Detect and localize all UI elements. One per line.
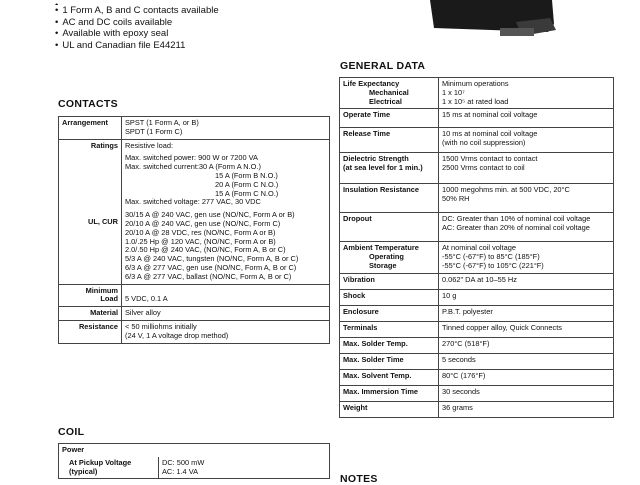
text-line: AC: 1.4 VA — [162, 466, 199, 476]
solvent-temp-label: Max. Solvent Temp. — [340, 369, 439, 385]
text-line: 1000 megohms min. at 500 VDC, 20°C — [442, 185, 570, 195]
table-row — [340, 321, 614, 337]
arrangement-value — [122, 117, 330, 140]
table-row — [59, 320, 330, 343]
vibration-label: Vibration — [340, 273, 439, 289]
table-row — [340, 273, 614, 289]
dielectric-label — [340, 153, 439, 184]
text-line: 30/15 A @ 240 VAC, gen use (NO/NC, Form A or B) — [125, 210, 295, 220]
table-row — [340, 369, 614, 385]
general-data-heading: GENERAL DATA — [340, 60, 426, 72]
text-line: Max. switched power: 900 W or 7200 VA — [125, 153, 258, 163]
pickup-label — [59, 457, 159, 479]
feature-item: • Available with epoxy seal — [55, 28, 219, 40]
dielectric-value — [439, 153, 614, 184]
vibration-value: 0.062" DA at 10–55 Hz — [439, 273, 614, 289]
ambient-temp-label — [340, 242, 439, 273]
text-line: Dielectric Strength — [343, 154, 409, 164]
text-line: Storage — [369, 260, 397, 270]
ambient-temp-value — [439, 242, 614, 273]
text-line: 1500 Vrms contact to contact — [442, 154, 538, 164]
text-line: 20/10 A @ 28 VDC, res (NO/NC, Form A or B) — [125, 227, 276, 237]
text-line: (24 V, 1 A voltage drop method) — [125, 330, 229, 340]
text-line: DC: Greater than 10% of nominal coil voltage — [442, 214, 591, 224]
table-row — [340, 184, 614, 213]
release-time-label: Release Time — [340, 128, 439, 153]
text-line: AC: Greater than 20% of nominal coil voltage — [442, 223, 590, 233]
life-expectancy-value — [439, 78, 614, 109]
arrangement-label: Arrangement — [59, 117, 122, 140]
release-time-value — [439, 128, 614, 153]
text-line: 1 x 10⁷ — [442, 87, 465, 97]
text-line: SPDT (1 Form C) — [125, 126, 183, 136]
coil-heading: COIL — [58, 426, 85, 438]
table-row — [59, 117, 330, 140]
insulation-label: Insulation Resistance — [340, 184, 439, 213]
pickup-value — [159, 457, 330, 479]
text-line: 50% RH — [442, 194, 470, 204]
feature-item: • 1 Form A, B and C contacts available — [55, 5, 219, 17]
table-row — [340, 109, 614, 128]
text-line: 1.0/.25 Hp @ 120 VAC, (NO/NC, Form A or B) — [125, 236, 276, 246]
table-row — [340, 213, 614, 242]
resistance-value — [122, 320, 330, 343]
relay-product-image — [430, 0, 560, 38]
table-row — [340, 289, 614, 305]
enclosure-value: P.B.T. polyester — [439, 305, 614, 321]
text-line: Minimum — [85, 285, 118, 295]
text-line: SPST (1 Form A, or B) — [125, 118, 199, 127]
text-line: 5/3 A @ 240 VAC, tungsten (NO/NC, Form A, B or C) — [125, 254, 299, 264]
operate-time-value: 15 ms at nominal coil voltage — [439, 109, 614, 128]
table-row — [59, 139, 330, 284]
text-line: 6/3 A @ 277 VAC, ballast (NO/NC, Form A, B or C) — [125, 271, 292, 281]
text-line: Load — [100, 294, 118, 304]
text-line: Minimum operations — [442, 79, 509, 88]
text-line: Ambient Temperature — [343, 243, 419, 253]
text-line: At Pickup Voltage — [69, 457, 132, 467]
table-row — [340, 385, 614, 401]
weight-label: Weight — [340, 401, 439, 417]
general-data-table — [339, 77, 614, 418]
table-row — [340, 153, 614, 184]
table-row — [340, 128, 614, 153]
text-line: 2500 Vrms contact to coil — [442, 163, 525, 173]
text-line: 20/10 A @ 240 VAC, gen use (NO/NC, Form C) — [125, 218, 281, 228]
text-line: Resistive load: — [125, 140, 174, 150]
ratings-value — [122, 139, 330, 284]
solder-temp-value: 270°C (518°F) — [439, 337, 614, 353]
text-line: 20 A (Form C N.O.) — [215, 179, 279, 189]
shock-value: 10 g — [439, 289, 614, 305]
text-line: Life Expectancy — [343, 79, 400, 88]
dropout-label: Dropout — [340, 213, 439, 242]
solder-time-label: Max. Solder Time — [340, 353, 439, 369]
ratings-label-text: Ratings — [90, 140, 118, 150]
terminals-label: Terminals — [340, 321, 439, 337]
contacts-table — [58, 116, 330, 344]
minimum-load-label — [59, 284, 122, 307]
weight-value: 36 grams — [439, 401, 614, 417]
power-label: Power — [59, 444, 330, 457]
text-line: 10 ms at nominal coil voltage — [442, 129, 538, 139]
text-line: Max. switched voltage: 277 VAC, 30 VDC — [125, 197, 261, 207]
solder-temp-label: Max. Solder Temp. — [340, 337, 439, 353]
table-row — [340, 78, 614, 109]
text-line: -55°C (-67°F) to 105°C (221°F) — [442, 260, 544, 270]
text-line: 15 A (Form B N.O.) — [215, 170, 278, 180]
material-value: Silver alloy — [122, 307, 330, 321]
text-line: 15 A (Form C N.O.) — [215, 188, 279, 198]
text-line: (typical) — [69, 466, 98, 476]
material-label: Material — [59, 307, 122, 321]
feature-list — [55, 0, 219, 51]
dropout-value — [439, 213, 614, 242]
life-expectancy-label — [340, 78, 439, 109]
insulation-value — [439, 184, 614, 213]
feature-item: • AC and DC coils available — [55, 17, 219, 29]
text-line: Max. switched current:30 A (Form A N.O.) — [125, 162, 261, 172]
solder-time-value: 5 seconds — [439, 353, 614, 369]
text-line: Electrical — [369, 96, 402, 106]
text-line: Mechanical — [369, 87, 409, 97]
solvent-temp-value: 80°C (176°F) — [439, 369, 614, 385]
table-row — [59, 284, 330, 307]
text-line: 1 x 10⁵ at rated load — [442, 96, 509, 106]
operate-time-label: Operate Time — [340, 109, 439, 128]
immersion-time-label: Max. Immersion Time — [340, 385, 439, 401]
ul-label-text: UL, CUR — [88, 217, 118, 227]
minimum-load-value: 5 VDC, 0.1 A — [122, 284, 330, 307]
text-line: 6/3 A @ 277 VAC, gen use (NO/NC, Form A, B or C) — [125, 262, 297, 272]
resistance-label: Resistance — [59, 320, 122, 343]
text-line: 2.0/.50 Hp @ 240 VAC, (NO/NC, Form A, B or C) — [125, 245, 286, 255]
coil-table — [58, 443, 330, 479]
text-line: DC: 500 mW — [162, 457, 205, 467]
table-row — [59, 444, 330, 457]
table-row — [340, 401, 614, 417]
table-row — [340, 242, 614, 273]
text-line: -55°C (-67°F) to 85°C (185°F) — [442, 252, 540, 262]
immersion-time-value: 30 seconds — [439, 385, 614, 401]
shock-label: Shock — [340, 289, 439, 305]
feature-item: • UL and Canadian file E44211 — [55, 40, 219, 52]
text-line: (at sea level for 1 min.) — [343, 163, 423, 173]
notes-heading: NOTES — [340, 473, 378, 485]
text-line: At nominal coil voltage — [442, 243, 516, 253]
table-row — [59, 307, 330, 321]
table-row — [340, 353, 614, 369]
ratings-label — [59, 139, 122, 284]
table-row — [59, 457, 330, 479]
text-line: (with no coil suppression) — [442, 138, 526, 148]
table-row — [340, 305, 614, 321]
contacts-heading: CONTACTS — [58, 98, 118, 110]
text-line: < 50 milliohms initially — [125, 321, 197, 331]
table-row — [340, 337, 614, 353]
enclosure-label: Enclosure — [340, 305, 439, 321]
text-line: Operating — [369, 252, 404, 262]
terminals-value: Tinned copper alloy, Quick Connects — [439, 321, 614, 337]
